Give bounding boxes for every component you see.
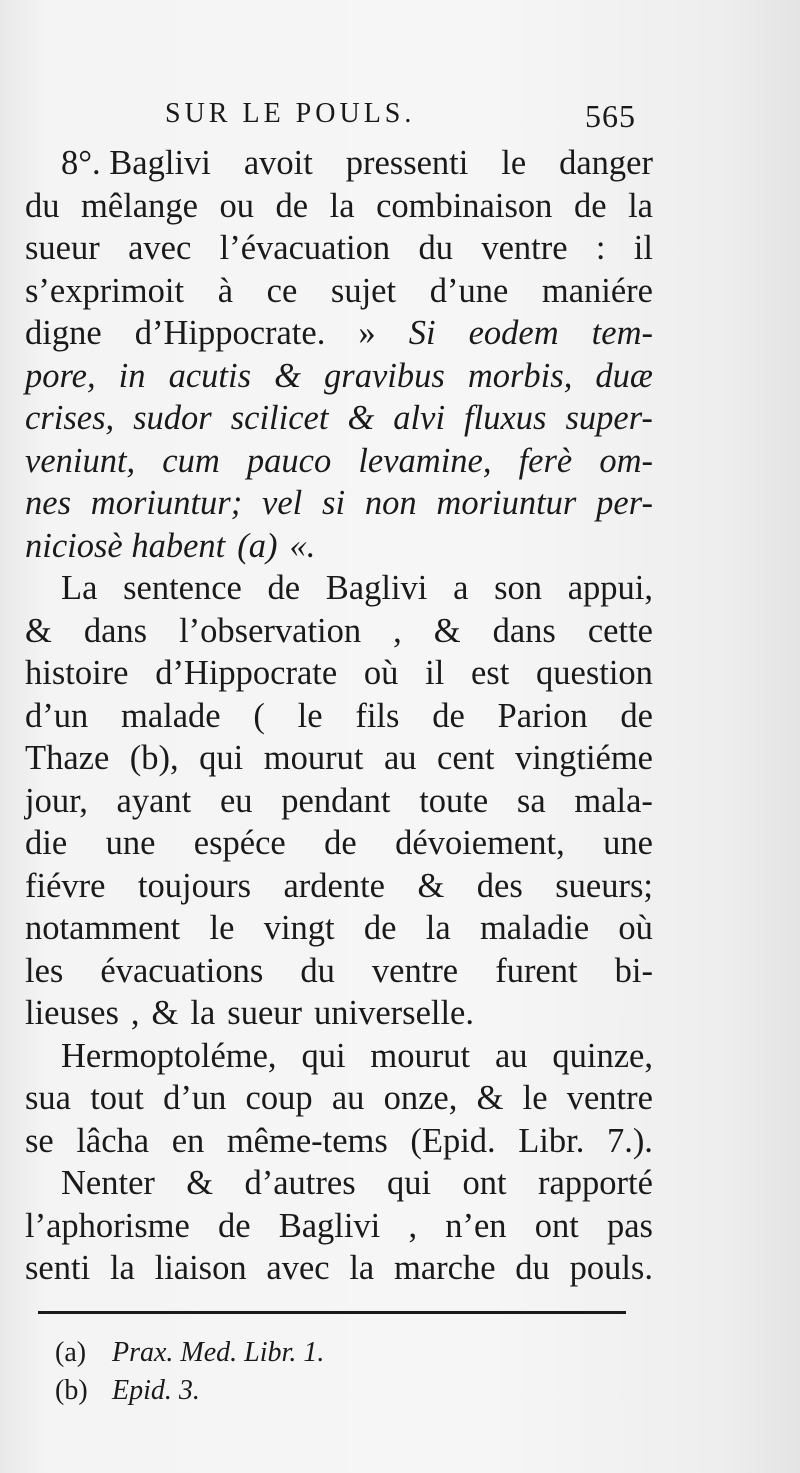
word: 8°. Baglivi [61, 144, 211, 182]
word: & [417, 866, 445, 905]
word: levamine, [358, 441, 492, 480]
word: avec [128, 229, 192, 267]
word: & [25, 611, 52, 650]
text-line [25, 822, 653, 865]
word: l’évacuation [219, 229, 391, 267]
word: veniunt, [25, 441, 136, 480]
word: ou [219, 186, 254, 225]
footnote-mark: (a) [55, 1337, 87, 1368]
word: au [383, 739, 417, 777]
word: la [329, 186, 355, 225]
word: ( [253, 696, 265, 735]
text-line [25, 1077, 653, 1120]
word: ferè [518, 441, 573, 480]
word: de [324, 824, 357, 862]
word: le [501, 144, 527, 182]
word: Thaze [25, 739, 110, 777]
word: question [536, 654, 653, 692]
word: duæ [595, 356, 653, 395]
word: rapporté [537, 1164, 653, 1202]
word: & [433, 611, 461, 650]
word: sueur [25, 229, 100, 267]
word: ventre [371, 951, 459, 990]
word: d’Hippocrate. [134, 314, 326, 352]
text-line [25, 567, 653, 610]
text-line [25, 227, 653, 270]
word: fluxus [464, 399, 547, 437]
word: le [297, 696, 323, 735]
word: bi- [614, 951, 653, 990]
word: mourut [370, 1036, 471, 1075]
word: pauco [246, 441, 332, 480]
footnotes [55, 1334, 324, 1410]
word: Baglivi [278, 1206, 381, 1245]
word: se [25, 1121, 54, 1160]
text-line [25, 1162, 653, 1205]
word: s’exprimoit [25, 271, 185, 310]
word: , [393, 611, 402, 650]
word: en [171, 1121, 205, 1160]
word: ayant [116, 781, 192, 820]
text-line [25, 992, 653, 1035]
page-header [0, 98, 800, 138]
word: avoit [243, 144, 313, 182]
word: «. [289, 526, 316, 565]
word: ce [266, 271, 298, 310]
word: ont [462, 1164, 507, 1202]
word: super- [565, 399, 653, 437]
word: vingtiéme [515, 739, 653, 777]
word: sentence [123, 569, 242, 607]
word: pas [606, 1206, 653, 1245]
word: crises, [25, 399, 115, 437]
word: scilicet [230, 399, 329, 437]
word: liaison [154, 1249, 247, 1287]
word: de [217, 1206, 251, 1245]
word: son [494, 569, 543, 607]
word: digne [25, 314, 102, 352]
word: le [522, 1079, 548, 1117]
word: : [595, 229, 606, 267]
text-line [25, 440, 653, 483]
word: fiévre [25, 866, 106, 905]
word: la [109, 1249, 135, 1287]
word: non [364, 484, 417, 522]
word: d’autres [244, 1164, 356, 1202]
word: dans [492, 611, 556, 650]
word: maladie [479, 909, 590, 947]
footnote-b [55, 1372, 324, 1410]
word: histoire [25, 654, 129, 692]
word: du [300, 951, 335, 990]
word: sudor [133, 399, 212, 437]
word: ont [534, 1206, 579, 1245]
text-line [25, 482, 653, 525]
word: pendant [281, 781, 391, 820]
word: Hermoptoléme, [61, 1036, 277, 1075]
word: (a) [237, 526, 278, 565]
word: au [494, 1036, 528, 1075]
word: du [25, 186, 60, 225]
running-head: SUR LE POULS. [165, 98, 416, 129]
word: lieuses [25, 994, 119, 1032]
text-line [25, 1035, 653, 1078]
word: d’un [25, 696, 89, 735]
footnote-rule [38, 1311, 626, 1314]
word: eu [219, 781, 253, 820]
word: alvi [393, 399, 446, 437]
word: sujet [330, 271, 397, 310]
word: tem- [591, 314, 653, 352]
word: l’observation [179, 611, 362, 650]
word: , [408, 1206, 418, 1245]
word: & [186, 1164, 214, 1202]
word: au [331, 1079, 365, 1117]
word: espéce [193, 824, 286, 862]
word: n’en [445, 1206, 507, 1245]
word: dans [83, 611, 148, 650]
body-text [25, 142, 653, 1290]
word: sueurs; [555, 866, 653, 905]
word: la [349, 1249, 375, 1287]
word: d’Hippocrate [155, 654, 338, 692]
word: nes [25, 484, 71, 522]
word: la [425, 909, 451, 947]
word: vingt [263, 909, 335, 947]
word: danger [559, 144, 653, 182]
word: Parion [497, 696, 588, 735]
word: morbis, [467, 356, 573, 395]
word: mala- [574, 781, 653, 820]
word: qui [301, 1036, 346, 1075]
word: mêlange [81, 186, 198, 225]
word: du [515, 1249, 550, 1287]
word: cent [437, 739, 495, 777]
word: ventre [566, 1079, 653, 1117]
word: est [470, 654, 510, 692]
word: & [347, 399, 375, 437]
word: Nenter [61, 1164, 155, 1202]
text-line [25, 1120, 653, 1163]
word: mourut [263, 739, 364, 777]
text-line [25, 737, 653, 780]
text-line [25, 312, 653, 355]
word: d’une [429, 271, 509, 310]
word: onze, [383, 1079, 458, 1117]
word: toute [419, 781, 489, 820]
word: cette [587, 611, 653, 650]
word: de [363, 909, 397, 947]
word: (b), [129, 739, 179, 777]
word: gravibus [324, 356, 445, 395]
text-line [25, 652, 653, 695]
word: combinaison [376, 186, 553, 225]
word: notamment [25, 909, 181, 947]
word: la [628, 186, 653, 225]
word: marche [394, 1249, 496, 1287]
word: une [603, 824, 653, 862]
word: sa [516, 781, 546, 820]
word: une [105, 824, 156, 862]
word: moriuntur; [90, 484, 243, 522]
word: furent [495, 951, 578, 990]
word: du [418, 229, 453, 267]
word: (Epid. [410, 1121, 496, 1160]
word: quinze, [552, 1036, 653, 1075]
word: a [453, 569, 469, 607]
text-line [25, 610, 653, 653]
text-line [25, 865, 653, 908]
word: même-tems [226, 1121, 388, 1160]
word: in [118, 356, 146, 395]
word: de [573, 186, 607, 225]
word: des [476, 866, 523, 905]
word: sua [25, 1079, 71, 1117]
word: pressenti [345, 144, 469, 182]
word: appui, [567, 569, 653, 607]
word: l’aphorisme [25, 1206, 190, 1245]
word: il [633, 229, 653, 267]
word: 7.). [606, 1121, 653, 1160]
word: per- [596, 484, 653, 522]
word: pouls. [569, 1249, 653, 1287]
word: fils [355, 696, 400, 735]
footnote-a [55, 1334, 324, 1372]
text-line [25, 397, 653, 440]
footnote-text: Prax. Med. Libr. 1. [112, 1337, 325, 1368]
word: moriuntur [436, 484, 577, 522]
word: d’un [163, 1079, 227, 1117]
text-line [25, 695, 653, 738]
word: dévoiement, [395, 824, 565, 862]
word: évacuations [100, 951, 264, 990]
footnote-text: Epid. 3. [112, 1375, 200, 1406]
word: & [476, 1079, 504, 1117]
word: La [61, 569, 98, 607]
word: , [130, 994, 140, 1032]
word: si [322, 484, 346, 522]
word: eodem [468, 314, 559, 352]
text-line [25, 1205, 653, 1248]
word: à [217, 271, 234, 310]
word: acutis [168, 356, 252, 395]
word: le [209, 909, 235, 947]
word: malade [121, 696, 221, 735]
text-line [25, 185, 653, 228]
word: de [275, 186, 309, 225]
word: ardente [283, 866, 385, 905]
word: Si [408, 314, 436, 352]
word: toujours [137, 866, 252, 905]
word: qui [387, 1164, 432, 1202]
word: jour, [25, 781, 88, 820]
word: les [25, 951, 64, 990]
text-line [25, 1247, 653, 1290]
page-number: 565 [585, 98, 636, 134]
footnote-mark: (b) [55, 1375, 88, 1406]
word: qui [199, 739, 244, 777]
word: coup [245, 1079, 313, 1117]
text-line [25, 780, 653, 823]
word: » [358, 314, 376, 352]
word: cum [162, 441, 220, 480]
word: Libr. [518, 1121, 585, 1160]
text-line [25, 270, 653, 313]
word: de [620, 696, 653, 735]
word: Baglivi [325, 569, 428, 607]
word: niciosè habent [25, 526, 226, 565]
word: die [25, 824, 68, 862]
word: senti [25, 1249, 91, 1287]
word: pore, [25, 356, 96, 395]
word: & [274, 356, 301, 395]
word: om- [599, 441, 653, 480]
word: tout [90, 1079, 144, 1117]
word: il [425, 654, 445, 692]
word: maniére [541, 271, 653, 310]
word: & [151, 994, 179, 1032]
word: sueur [227, 994, 303, 1032]
word: de [432, 696, 465, 735]
word: universelle. [314, 994, 474, 1032]
text-line [25, 950, 653, 993]
word: de [267, 569, 301, 607]
word: où [618, 909, 653, 947]
word: lâcha [76, 1121, 150, 1160]
word: avec [266, 1249, 330, 1287]
word: ventre [481, 229, 568, 267]
text-line [25, 355, 653, 398]
text-line [25, 142, 653, 185]
word: la [190, 994, 216, 1032]
word: vel [262, 484, 303, 522]
word: où [363, 654, 399, 692]
text-line [25, 907, 653, 950]
text-line [25, 525, 653, 568]
